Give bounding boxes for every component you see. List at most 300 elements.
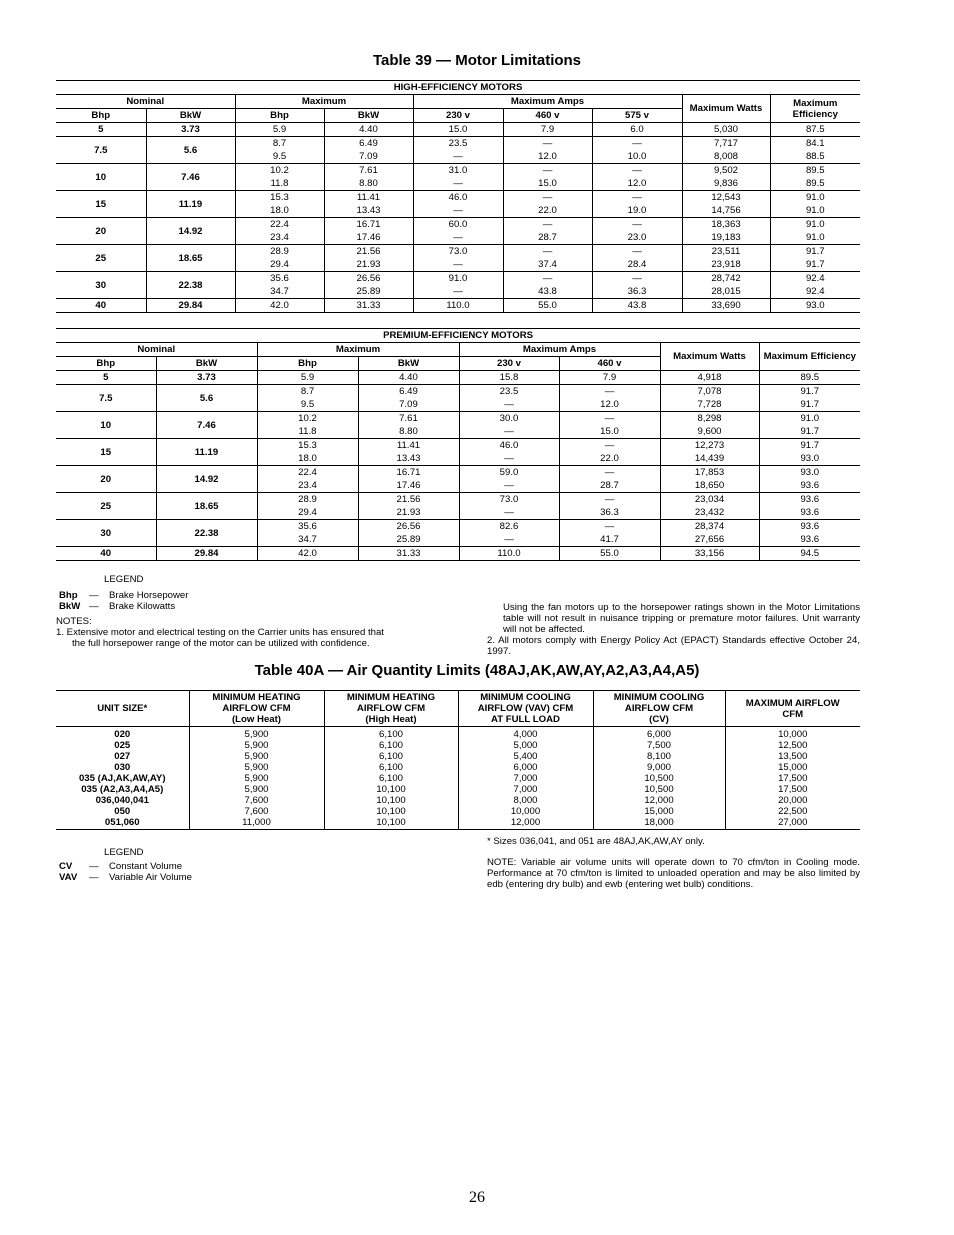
table-cell: 36.3 <box>559 506 660 520</box>
table-cell: 21.93 <box>324 258 413 272</box>
table-cell: 46.0 <box>413 191 503 205</box>
table-cell: 26.56 <box>358 520 459 534</box>
table-cell: 93.6 <box>759 479 860 493</box>
table-cell: 28,374 <box>660 520 759 534</box>
table-cell: 42.0 <box>257 547 358 561</box>
table40a-note: NOTE: Variable air volume units will operate down to 70 cfm/ton in Cooling mode. Performance at 70 cfm/ton is limited to unloaded operation and may be also limited by edb (entering dry bulb) and ewb (entering wet bulb) conditions. <box>487 857 860 890</box>
table-cell: 29.4 <box>235 258 324 272</box>
table-row <box>56 547 860 561</box>
table-cell: — <box>592 137 682 151</box>
table-cell: — <box>592 191 682 205</box>
note-1-line-1: 1. Extensive motor and electrical testing on the Carrier units has ensured that <box>56 627 384 638</box>
table-cell: 94.5 <box>759 547 860 561</box>
header-line: AIRFLOW CFM <box>624 703 694 714</box>
table-cell: — <box>592 245 682 259</box>
table-cell: 43.8 <box>592 299 682 313</box>
table-cell: — <box>413 258 503 272</box>
nominal-bkw-cell: 5.6 <box>156 385 257 412</box>
table-cell: 22.4 <box>235 218 324 232</box>
unit-size-cell: 036,040,041 <box>95 795 149 806</box>
table-cell: 28.4 <box>592 258 682 272</box>
legend-key: Bhp <box>59 590 78 601</box>
header-line: MINIMUM COOLING <box>613 692 705 703</box>
table-cell: 31.33 <box>358 547 459 561</box>
table-cell: 93.6 <box>759 520 860 534</box>
table-row <box>56 191 860 205</box>
note-2-text: 2. All motors comply with Energy Policy Act (EPACT) Standards effective October 24, 1997. <box>487 635 860 657</box>
table-cell: 23,034 <box>660 493 759 507</box>
table-cell: — <box>559 520 660 534</box>
table-cell: 5,900 <box>189 773 324 784</box>
legend-desc: Variable Air Volume <box>109 872 193 883</box>
table-row <box>56 751 860 762</box>
table-cell: 5,030 <box>682 123 770 137</box>
legend-item <box>59 601 188 612</box>
table-cell: 18.0 <box>235 204 324 218</box>
table-cell: 91.7 <box>770 245 860 259</box>
table-cell: 23.4 <box>235 231 324 245</box>
table-cell: 93.6 <box>759 506 860 520</box>
header-line: AIRFLOW CFM <box>356 703 426 714</box>
table-cell: 42.0 <box>235 299 324 313</box>
table-cell: 91.0 <box>770 204 860 218</box>
table-cell: 55.0 <box>503 299 592 313</box>
table-cell: — <box>559 412 660 426</box>
table-row <box>56 218 860 232</box>
table-cell: 10,100 <box>324 806 458 817</box>
col-maximum-efficiency: Maximum Efficiency <box>770 95 860 123</box>
table-cell: 110.0 <box>459 547 559 561</box>
legend-key: CV <box>59 861 73 872</box>
table40a-title: Table 40A — Air Quantity Limits (48AJ,AK,AW,AY,A2,A3,A4,A5) <box>254 662 700 679</box>
table-cell: 18,650 <box>660 479 759 493</box>
table-cell: — <box>592 272 682 286</box>
table-cell: 28.9 <box>257 493 358 507</box>
col-230v: 230 v <box>413 109 503 123</box>
table-cell: 10,500 <box>593 784 725 795</box>
table-cell: 5,900 <box>189 784 324 795</box>
table-cell: 14,756 <box>682 204 770 218</box>
table-cell: 7,600 <box>189 795 324 806</box>
table-cell: 8,298 <box>660 412 759 426</box>
table-cell: 25.89 <box>324 285 413 299</box>
col-460v: 460 v <box>559 357 660 371</box>
header-line: CFM <box>782 708 804 720</box>
table-cell: 6,100 <box>324 773 458 784</box>
table-cell: 43.8 <box>503 285 592 299</box>
table-cell: 91.0 <box>770 191 860 205</box>
table-cell: 6.0 <box>592 123 682 137</box>
table-cell: 10,100 <box>324 795 458 806</box>
legend-dash: — <box>89 861 99 872</box>
table-cell: 21.56 <box>358 493 459 507</box>
nominal-bhp-cell: 15 <box>56 191 146 218</box>
table-cell: 46.0 <box>459 439 559 453</box>
table-cell: 5.9 <box>257 371 358 385</box>
col-575v: 575 v <box>592 109 682 123</box>
table-cell: 7,000 <box>458 784 593 795</box>
table-cell: — <box>503 164 592 178</box>
nominal-bkw-cell: 18.65 <box>156 493 257 520</box>
column-header <box>593 691 725 727</box>
table-cell: 11.8 <box>235 177 324 191</box>
table-cell: 30.0 <box>459 412 559 426</box>
table-cell: 41.7 <box>559 533 660 547</box>
table-cell: 110.0 <box>413 299 503 313</box>
table-cell: 91.0 <box>770 218 860 232</box>
unit-size-cell: 051,060 <box>56 817 189 830</box>
table-row <box>56 762 860 773</box>
table-cell: 10,500 <box>593 773 725 784</box>
table-cell: — <box>459 479 559 493</box>
table-row <box>56 817 860 830</box>
table-cell: 8,000 <box>458 795 593 806</box>
table-cell: 7.09 <box>358 398 459 412</box>
table-cell: 7.09 <box>324 150 413 164</box>
table-cell: — <box>592 218 682 232</box>
table-cell: 22.4 <box>257 466 358 480</box>
table-cell: 4,918 <box>660 371 759 385</box>
table-cell: 11.41 <box>358 439 459 453</box>
table-cell: 7.61 <box>324 164 413 178</box>
table-cell: 6,000 <box>593 727 725 741</box>
table-cell: 18,363 <box>682 218 770 232</box>
table-cell: 12,000 <box>458 817 593 830</box>
table-cell: 12.0 <box>503 150 592 164</box>
table-cell: 9.5 <box>235 150 324 164</box>
table-cell: — <box>413 150 503 164</box>
table-cell: 9,502 <box>682 164 770 178</box>
table-cell: 89.5 <box>770 177 860 191</box>
col-maximum-amps: Maximum Amps <box>459 343 660 357</box>
table-cell: 5,400 <box>458 751 593 762</box>
table-row <box>56 740 860 751</box>
table-cell: 8.80 <box>324 177 413 191</box>
note-2 <box>487 635 860 657</box>
table-cell: — <box>503 272 592 286</box>
nominal-bkw-cell: 18.65 <box>146 245 235 272</box>
table-cell: 15,000 <box>593 806 725 817</box>
table-cell: 88.5 <box>770 150 860 164</box>
table-cell: 8.80 <box>358 425 459 439</box>
notes-heading: NOTES: <box>56 616 92 627</box>
table-cell: 20,000 <box>725 795 860 806</box>
table-cell: 91.7 <box>759 398 860 412</box>
nominal-bkw-cell: 3.73 <box>156 371 257 385</box>
table-cell: 7.61 <box>358 412 459 426</box>
table-cell: 10.2 <box>235 164 324 178</box>
table-cell: — <box>559 385 660 399</box>
table-cell: 55.0 <box>559 547 660 561</box>
table-row <box>56 727 860 741</box>
premium-efficiency-motors-table <box>56 328 860 561</box>
table-cell: — <box>503 218 592 232</box>
table-cell: 12.0 <box>592 177 682 191</box>
table-cell: 7.9 <box>503 123 592 137</box>
table-cell: 17.46 <box>324 231 413 245</box>
table-cell: 87.5 <box>770 123 860 137</box>
table-cell: — <box>503 191 592 205</box>
header-line: (Low Heat) <box>231 714 282 725</box>
nominal-bhp-cell: 20 <box>56 218 146 245</box>
table-cell: 5,900 <box>189 762 324 773</box>
nominal-bkw-cell: 29.84 <box>146 299 235 313</box>
col-maximum-efficiency: Maximum Efficiency <box>759 343 860 371</box>
column-header <box>324 691 458 727</box>
table-cell: 7.9 <box>559 371 660 385</box>
table-cell: 6,100 <box>324 740 458 751</box>
table-cell: 18.0 <box>257 452 358 466</box>
legend-list <box>59 861 192 883</box>
table-cell: 89.5 <box>759 371 860 385</box>
table-cell: 7,500 <box>593 740 725 751</box>
table-cell: 21.93 <box>358 506 459 520</box>
table-cell: 82.6 <box>459 520 559 534</box>
table-cell: 92.4 <box>770 272 860 286</box>
nominal-bhp-cell: 5 <box>56 371 156 385</box>
col-bkw: BkW <box>156 357 257 371</box>
table-cell: — <box>503 137 592 151</box>
table-cell: — <box>413 204 503 218</box>
legend-heading: LEGEND <box>104 574 144 585</box>
table-cell: 27,656 <box>660 533 759 547</box>
table-cell: 91.7 <box>759 439 860 453</box>
table39-title: Table 39 — Motor Limitations <box>372 52 582 69</box>
table-cell: 28.7 <box>503 231 592 245</box>
nominal-bkw-cell: 3.73 <box>146 123 235 137</box>
table-cell: — <box>459 425 559 439</box>
table-cell: 91.7 <box>759 425 860 439</box>
nominal-bkw-cell: 5.6 <box>146 137 235 164</box>
table-cell: 13.43 <box>358 452 459 466</box>
table-cell: 11.41 <box>324 191 413 205</box>
legend-item <box>59 590 188 601</box>
table-cell: 15.3 <box>257 439 358 453</box>
table-cell: — <box>459 533 559 547</box>
col-bkw: BkW <box>146 109 235 123</box>
table-cell: 35.6 <box>257 520 358 534</box>
table-row <box>56 371 860 385</box>
table-cell: 4.40 <box>358 371 459 385</box>
table-cell: 9,000 <box>593 762 725 773</box>
table-cell: 23.5 <box>459 385 559 399</box>
table-row <box>56 412 860 426</box>
table-row <box>56 123 860 137</box>
nominal-bkw-cell: 7.46 <box>146 164 235 191</box>
table-cell: 17,853 <box>660 466 759 480</box>
table-cell: 7,078 <box>660 385 759 399</box>
table-row <box>56 520 860 534</box>
table-cell: 15.3 <box>235 191 324 205</box>
header-line: (CV) <box>649 714 669 725</box>
table-cell: 22.0 <box>559 452 660 466</box>
nominal-bhp-cell: 40 <box>56 299 146 313</box>
table-cell: 5.9 <box>235 123 324 137</box>
nominal-bhp-cell: 30 <box>56 272 146 299</box>
col-bhp: Bhp <box>91 110 111 121</box>
table-cell: — <box>459 452 559 466</box>
table-cell: 8.7 <box>257 385 358 399</box>
table-cell: 89.5 <box>770 164 860 178</box>
col-nominal: Nominal <box>56 95 235 109</box>
table-cell: 10,100 <box>324 817 458 830</box>
table-cell: 35.6 <box>235 272 324 286</box>
nominal-bhp-cell: 25 <box>56 245 146 272</box>
table-cell: 5,000 <box>458 740 593 751</box>
table-cell: 6.49 <box>324 137 413 151</box>
unit-size-cell: 050 <box>114 806 131 817</box>
table-cell: 33,690 <box>682 299 770 313</box>
table-cell: 9,836 <box>682 177 770 191</box>
table-cell: 5,900 <box>189 751 324 762</box>
table-cell: 91.7 <box>770 258 860 272</box>
table-cell: 7,600 <box>189 806 324 817</box>
table-cell: 5,900 <box>189 740 324 751</box>
col-maximum-watts: Maximum Watts <box>660 343 759 371</box>
col-bhp: Bhp <box>96 358 116 369</box>
table-cell: 92.4 <box>770 285 860 299</box>
table-row <box>56 466 860 480</box>
table-cell: 93.6 <box>759 533 860 547</box>
table-cell: 13,500 <box>725 751 860 762</box>
column-header <box>56 691 189 727</box>
table-cell: 37.4 <box>503 258 592 272</box>
table-cell: 28.7 <box>559 479 660 493</box>
table-row <box>56 773 860 784</box>
nominal-bhp-cell: 25 <box>56 493 156 520</box>
table-cell: 91.0 <box>413 272 503 286</box>
unit-size-cell: 035 (A2,A3,A4,A5) <box>81 784 164 795</box>
header-line: MINIMUM HEATING <box>212 692 301 703</box>
table-cell: 16.71 <box>358 466 459 480</box>
nominal-bkw-cell: 14.92 <box>146 218 235 245</box>
page-number: 26 <box>469 1189 485 1206</box>
header-line: MINIMUM HEATING <box>346 692 436 703</box>
table-cell: 19.0 <box>592 204 682 218</box>
col-230v: 230 v <box>459 357 559 371</box>
table-cell: 7,728 <box>660 398 759 412</box>
table-cell: 23,511 <box>682 245 770 259</box>
table-cell: 15.0 <box>503 177 592 191</box>
col-nominal: Nominal <box>56 343 257 357</box>
table-row <box>56 164 860 178</box>
col-bkw: BkW <box>324 109 413 123</box>
col-460v: 460 v <box>503 109 592 123</box>
col-maximum-watts: Maximum Watts <box>682 95 770 123</box>
nominal-bkw-cell: 7.46 <box>156 412 257 439</box>
nominal-bhp-cell: 10 <box>56 164 146 191</box>
table-cell: 10,000 <box>458 806 593 817</box>
nominal-bkw-cell: 11.19 <box>146 191 235 218</box>
table-row <box>56 493 860 507</box>
table-cell: 8,100 <box>593 751 725 762</box>
table-cell: 93.0 <box>770 299 860 313</box>
table-cell: 6,100 <box>324 727 458 741</box>
note-1-continued: Using the fan motors up to the horsepower ratings shown in the Motor Limitations table will not result in nuisance tripping or premature motor failures. Unit warranty will not be affected. <box>503 602 860 635</box>
nominal-bkw-cell: 11.19 <box>156 439 257 466</box>
table-cell: 73.0 <box>459 493 559 507</box>
legend-key: VAV <box>59 872 78 883</box>
table-row <box>56 137 860 151</box>
table-cell: — <box>413 285 503 299</box>
table-cell: 59.0 <box>459 466 559 480</box>
table-cell: 91.7 <box>759 385 860 399</box>
table-cell: 12,000 <box>593 795 725 806</box>
section-title: HIGH-EFFICIENCY MOTORS <box>56 81 860 95</box>
table-cell: 22.0 <box>503 204 592 218</box>
header-line: UNIT SIZE* <box>97 703 148 714</box>
table-row <box>56 272 860 286</box>
table-cell: 33,156 <box>660 547 759 561</box>
unit-size-cell: 027 <box>114 751 131 762</box>
table-cell: — <box>459 506 559 520</box>
nominal-bhp-cell: 5 <box>56 123 146 137</box>
header-line: AIRFLOW (VAV) CFM <box>477 703 574 714</box>
table-cell: — <box>559 493 660 507</box>
table-cell: — <box>592 164 682 178</box>
table-cell: 91.0 <box>759 412 860 426</box>
unit-size-cell: 030 <box>114 762 131 773</box>
table-cell: 93.6 <box>759 493 860 507</box>
table-cell: 22,500 <box>725 806 860 817</box>
table-cell: 11,000 <box>189 817 324 830</box>
air-quantity-limits-table <box>56 690 860 830</box>
legend-dash: — <box>89 590 99 601</box>
table-cell: 14,439 <box>660 452 759 466</box>
legend-desc: Constant Volume <box>109 861 183 872</box>
legend-heading: LEGEND <box>104 847 144 858</box>
table-cell: 18,000 <box>593 817 725 830</box>
table-cell: 84.1 <box>770 137 860 151</box>
nominal-bhp-cell: 40 <box>56 547 156 561</box>
column-header <box>189 691 324 727</box>
table-cell: 15.0 <box>559 425 660 439</box>
col-bhp: Bhp <box>257 357 358 371</box>
table-cell: — <box>413 177 503 191</box>
table-cell: 15,000 <box>725 762 860 773</box>
header-line: MINIMUM COOLING <box>480 692 571 703</box>
table-cell: 17,500 <box>725 773 860 784</box>
table-cell: 9.5 <box>257 398 358 412</box>
legend-dash: — <box>89 872 99 883</box>
table-cell: 36.3 <box>592 285 682 299</box>
table-cell: 12.0 <box>559 398 660 412</box>
table-cell: 8.7 <box>235 137 324 151</box>
header-line: AIRFLOW CFM <box>222 703 291 714</box>
table-row <box>56 795 860 806</box>
nominal-bhp-cell: 7.5 <box>56 385 156 412</box>
legend-desc: Brake Kilowatts <box>109 601 176 612</box>
section-title: PREMIUM-EFFICIENCY MOTORS <box>56 329 860 343</box>
table-cell: 29.4 <box>257 506 358 520</box>
table-cell: 6.49 <box>358 385 459 399</box>
column-header <box>725 691 860 727</box>
table-cell: 10,100 <box>324 784 458 795</box>
table-cell: 6,000 <box>458 762 593 773</box>
col-maximum: Maximum <box>257 343 459 357</box>
table-row <box>56 439 860 453</box>
table-cell: — <box>559 466 660 480</box>
table-cell: 16.71 <box>324 218 413 232</box>
table-cell: — <box>503 245 592 259</box>
table-cell: 21.56 <box>324 245 413 259</box>
table-row <box>56 784 860 795</box>
table-cell: 4.40 <box>324 123 413 137</box>
legend-item <box>59 861 192 872</box>
table-cell: 7,717 <box>682 137 770 151</box>
footnote: * Sizes 036,041, and 051 are 48AJ,AK,AW,AY only. <box>487 836 705 847</box>
table-cell: 28,742 <box>682 272 770 286</box>
